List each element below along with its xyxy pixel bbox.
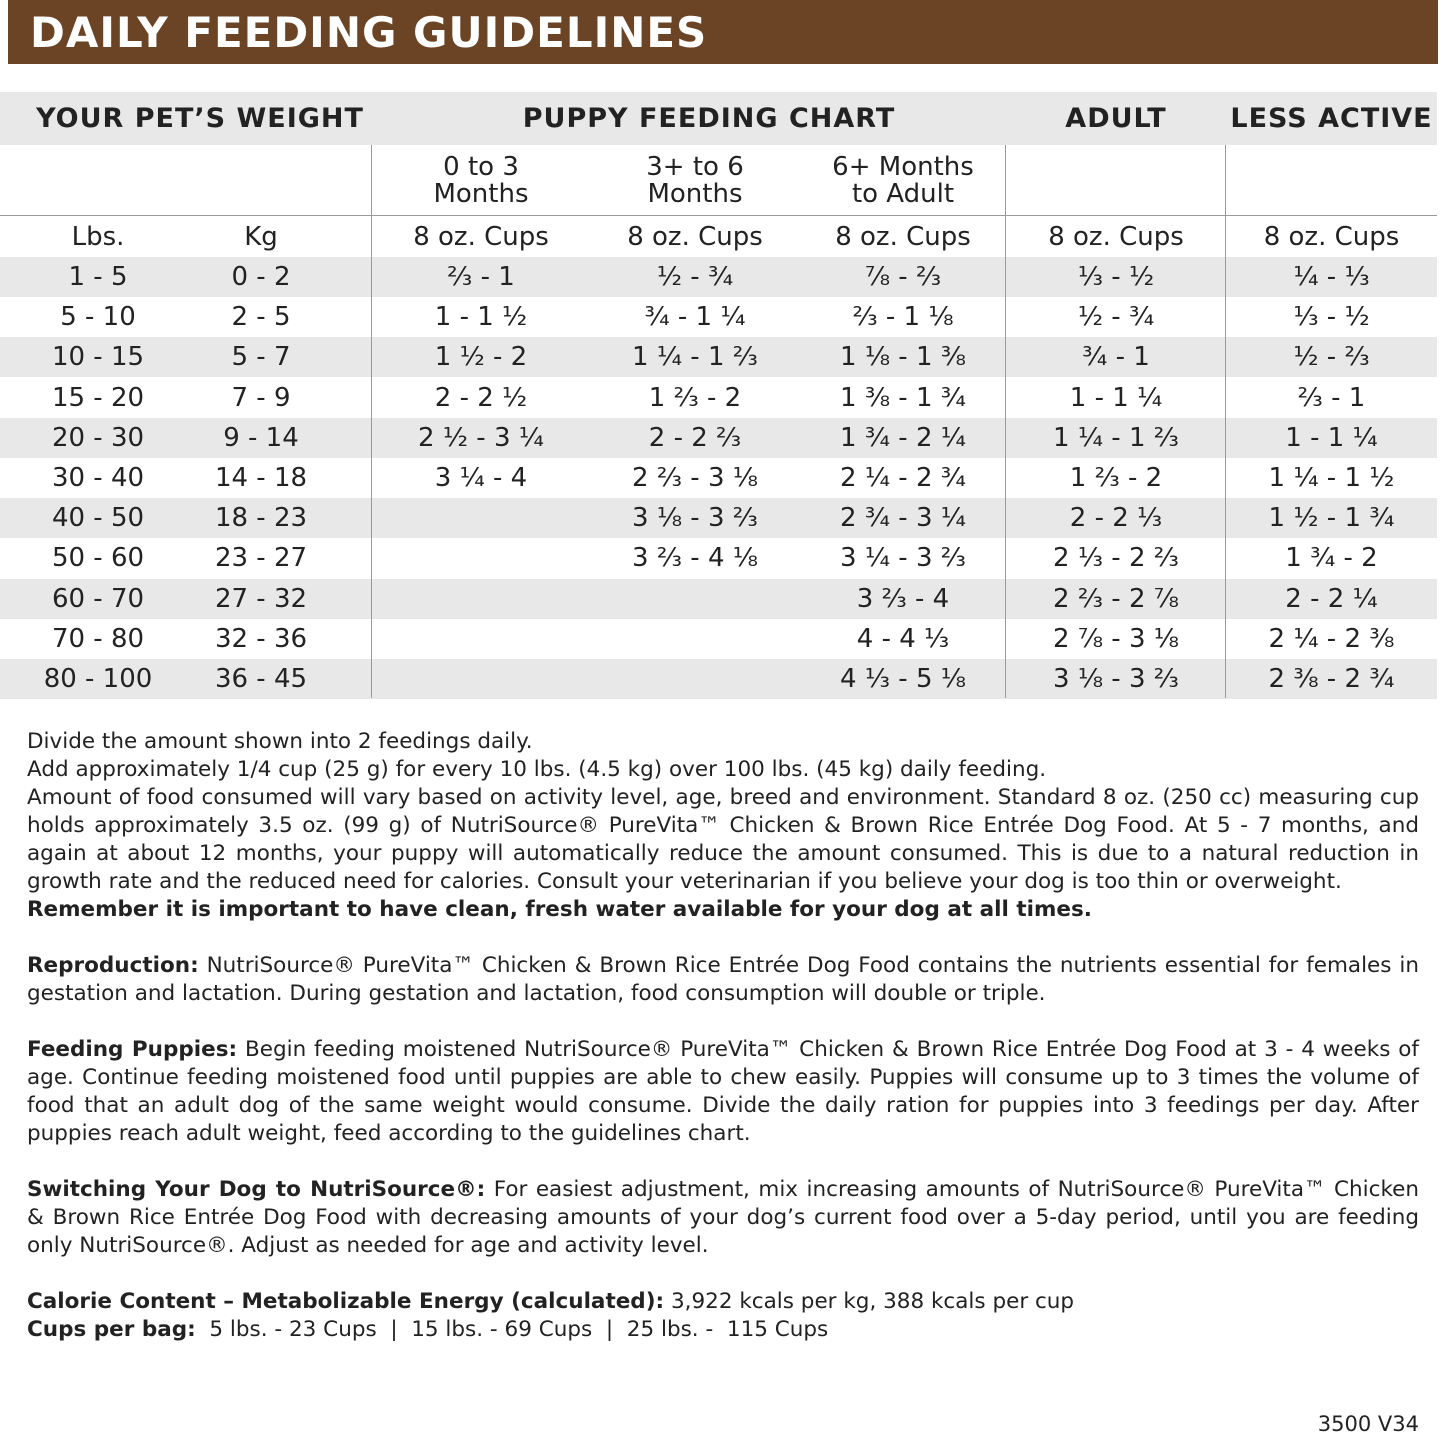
table-cell: 1 ³⁄₈ - 1 ³⁄₄: [840, 382, 966, 413]
table-cell: 1 ¹⁄₄ - 1 ²⁄₃: [632, 342, 758, 373]
column-divider: [371, 145, 372, 698]
table-cell: 2 - 2 ²⁄₃: [648, 422, 742, 453]
header-puppy: PUPPY FEEDING CHART: [522, 103, 896, 134]
table-cell: [372, 538, 590, 578]
page-title: DAILY FEEDING GUIDELINES: [30, 8, 708, 57]
table-cell: 2 ³⁄₄ - 3 ¹⁄₄: [840, 503, 966, 534]
switching-label: Switching Your Dog to NutriSource®:: [27, 1177, 486, 1202]
table-cell: 1 ³⁄₄ - 2 ¹⁄₄: [840, 422, 966, 453]
table-cell: 9 - 14: [223, 422, 299, 453]
column-divider: [1005, 145, 1006, 698]
table-cell: 3 ¹⁄₈ - 3 ²⁄₃: [1053, 664, 1179, 694]
table-cell: 10 - 15: [51, 342, 145, 373]
column-divider: [1225, 145, 1226, 698]
table-cell: 2 ²⁄₃ - 2 ⁷⁄₈: [1053, 583, 1179, 614]
table-cell: [590, 619, 800, 659]
table-cell: 1 - 5: [68, 262, 128, 292]
table-cell: 70 - 80: [51, 623, 145, 654]
unit-cell: 8 oz. Cups: [835, 222, 971, 252]
table-cell: ³⁄₄ - 1: [1082, 342, 1150, 373]
table-cell: 2 - 2 ¹⁄₂: [434, 382, 528, 413]
table-cell: ²⁄₃ - 1 ¹⁄₈: [852, 302, 954, 333]
unit-cell: 8 oz. Cups: [627, 222, 763, 252]
table-cell: [372, 659, 590, 699]
note-divide: Divide the amount shown into 2 feedings daily.: [27, 729, 533, 754]
cups-text: 5 lbs. - 23 Cups | 15 lbs. - 69 Cups | 25 lbs. - 115 Cups: [195, 1317, 829, 1342]
table-cell: 1 - 1 ¹⁄₄: [1069, 382, 1163, 413]
table-cell: 14 - 18: [214, 463, 308, 493]
table-cell: 5 - 10: [60, 302, 136, 333]
table-cell: [590, 579, 800, 619]
table-cell: ¹⁄₄ - ¹⁄₃: [1293, 262, 1370, 292]
table-cell: 5 - 7: [231, 342, 291, 373]
table-cell: 32 - 36: [214, 623, 308, 654]
table-cell: [590, 659, 800, 699]
table-cell: 2 ¹⁄₄ - 2 ³⁄₄: [840, 463, 966, 493]
switching-paragraph: [27, 1176, 1419, 1260]
table-cell: 1 - 1 ¹⁄₂: [434, 302, 528, 333]
table-row: [0, 659, 1437, 699]
title-banner: [8, 0, 1438, 64]
units-row: [0, 217, 1437, 257]
table-cell: 20 - 30: [51, 422, 145, 453]
puppy-age-subheader: 0 to 3 Months: [433, 152, 529, 209]
note-add: Add approximately 1/4 cup (25 g) for every 10 lbs. (4.5 kg) over 100 lbs. (45 kg) daily feeding.: [27, 757, 1047, 782]
table-row: [0, 297, 1437, 337]
table-cell: 2 - 5: [231, 302, 291, 333]
table-cell: 3 ¹⁄₄ - 4: [434, 463, 528, 493]
table-cell: 4 - 4 ¹⁄₃: [856, 623, 950, 654]
puppies-label: Feeding Puppies:: [27, 1037, 238, 1062]
table-row: [0, 498, 1437, 538]
table-cell: 40 - 50: [51, 503, 145, 534]
table-cell: 23 - 27: [214, 543, 308, 574]
table-row: [0, 257, 1437, 297]
switching-text: For easiest adjustment, mix increasing amounts of NutriSource® PureVita™ Chicken & Brown Rice Entrée Dog Food with decreasing amounts of your dog’s current food over a 5-day period, until you are feeding only NutriSource®. Adjust as needed for age and activity level.: [27, 1177, 1419, 1258]
note-water-text: Remember it is important to have clean, fresh water available for your dog at all times.: [27, 897, 1092, 922]
table-cell: 3 ²⁄₃ - 4 ¹⁄₈: [632, 543, 758, 574]
unit-cell: Kg: [244, 222, 278, 252]
header-adult: ADULT: [1065, 103, 1167, 134]
table-cell: ²⁄₃ - 1: [447, 262, 515, 292]
table-cell: 30 - 40: [51, 463, 145, 493]
table-row: [0, 337, 1437, 377]
table-cell: ¹⁄₃ - ¹⁄₂: [1293, 302, 1370, 333]
table-cell: 2 ¹⁄₂ - 3 ¹⁄₄: [418, 422, 544, 453]
notes-section: [27, 728, 1419, 1344]
table-row: [0, 458, 1437, 498]
header-divider: [0, 215, 1437, 216]
table-cell: ¹⁄₂ - ³⁄₄: [656, 262, 734, 292]
reproduction-paragraph: [27, 952, 1419, 1008]
table-cell: 80 - 100: [43, 664, 153, 694]
table-row: [0, 579, 1437, 619]
table-cell: ¹⁄₂ - ²⁄₃: [1293, 342, 1370, 373]
table-cell: ¹⁄₃ - ¹⁄₂: [1077, 262, 1155, 292]
unit-cell: Lbs.: [71, 222, 125, 252]
table-cell: 36 - 45: [214, 664, 308, 694]
table-cell: 2 ¹⁄₄ - 2 ³⁄₈: [1268, 623, 1395, 654]
puppy-age-subheader: 6+ Months to Adult: [832, 152, 974, 209]
table-row: [0, 378, 1437, 418]
cups-label: Cups per bag:: [27, 1317, 196, 1342]
header-less-active: LESS ACTIVE: [1230, 103, 1433, 134]
table-row: [0, 418, 1437, 458]
table-cell: [372, 619, 590, 659]
unit-cell: 8 oz. Cups: [1263, 222, 1400, 252]
table-cell: 4 ¹⁄₃ - 5 ¹⁄₈: [840, 664, 966, 694]
table-cell: 2 ³⁄₈ - 2 ³⁄₄: [1268, 664, 1395, 694]
note-amount: Amount of food consumed will vary based on activity level, age, breed and environment. Standard 8 oz. (250 cc) measuring cup holds approximately 3.5 oz. (99 g) of NutriSource® PureVita™ Chicken & Brown Rice Entrée Dog Food. At 5 - 7 months, and again at about 12 months, your puppy will automatically reduce the amount consumed. This is due to a natural reduction in growth rate and the reduced need for calories. Consult your veterinarian if you believe your dog is too thin or overweight.: [27, 785, 1419, 894]
table-cell: 18 - 23: [214, 503, 308, 534]
table-cell: 1 ¹⁄₈ - 1 ³⁄₈: [840, 342, 966, 373]
table-cell: 2 - 2 ¹⁄₃: [1069, 503, 1163, 534]
table-cell: ⁷⁄₈ - ²⁄₃: [864, 262, 942, 292]
table-cell: 2 ²⁄₃ - 3 ¹⁄₈: [632, 463, 758, 493]
table-cell: 60 - 70: [51, 583, 145, 614]
table-cell: 2 ⁷⁄₈ - 3 ¹⁄₈: [1053, 623, 1179, 654]
table-cell: 1 ²⁄₃ - 2: [1069, 463, 1163, 493]
puppies-paragraph: [27, 1036, 1419, 1148]
note-water: [27, 896, 1419, 924]
puppies-text: Begin feeding moistened NutriSource® PureVita™ Chicken & Brown Rice Entrée Dog Food at 3 - 4 weeks of age. Continue feeding moistened food until puppies are able to chew easily. Puppies will consume up to 3 times the volume of food that an adult dog of the same weight would consume. Divide the daily ration for puppies into 3 feedings per day. After puppies reach adult weight, feed according to the guidelines chart.: [27, 1037, 1419, 1146]
table-cell: 1 ¹⁄₂ - 2: [434, 342, 528, 373]
table-cell: 1 ¹⁄₄ - 1 ¹⁄₂: [1268, 463, 1395, 493]
reproduction-label: Reproduction:: [27, 953, 199, 978]
table-cell: 50 - 60: [51, 543, 145, 574]
table-cell: 1 ¹⁄₄ - 1 ²⁄₃: [1053, 422, 1179, 453]
table-cell: 1 ¹⁄₂ - 1 ³⁄₄: [1268, 503, 1395, 534]
table-cell: 3 ¹⁄₈ - 3 ²⁄₃: [632, 503, 758, 534]
calorie-label: Calorie Content – Metabolizable Energy (calculated):: [27, 1289, 665, 1314]
calorie-paragraph: [27, 1288, 1419, 1316]
table-cell: 1 ³⁄₄ - 2: [1285, 543, 1378, 574]
table-cell: 7 - 9: [231, 382, 291, 413]
puppy-age-subheader: 3+ to 6 Months: [646, 152, 744, 209]
table-cell: ¹⁄₂ - ³⁄₄: [1077, 302, 1155, 333]
table-cell: 27 - 32: [214, 583, 308, 614]
cups-paragraph: [27, 1316, 1419, 1344]
calorie-text: 3,922 kcals per kg, 388 kcals per cup: [664, 1289, 1075, 1314]
header-weight: YOUR PET’S WEIGHT: [36, 103, 364, 134]
unit-cell: 8 oz. Cups: [1048, 222, 1184, 252]
table-cell: 3 ²⁄₃ - 4: [856, 583, 950, 614]
table-cell: 2 ¹⁄₃ - 2 ²⁄₃: [1053, 543, 1179, 574]
table-cell: 2 - 2 ¹⁄₄: [1285, 583, 1378, 614]
version-code: 3500 V34: [1317, 1412, 1419, 1436]
table-cell: ³⁄₄ - 1 ¹⁄₄: [644, 302, 746, 333]
reproduction-text: NutriSource® PureVita™ Chicken & Brown Rice Entrée Dog Food contains the nutrients essential for females in gestation and lactation. During gestation and lactation, food consumption will double or triple.: [27, 953, 1419, 1006]
table-row: [0, 538, 1437, 578]
table-cell: 1 - 1 ¹⁄₄: [1285, 422, 1378, 453]
table-cell: [372, 498, 590, 538]
table-cell: 1 ²⁄₃ - 2: [648, 382, 742, 413]
table-row: [0, 619, 1437, 659]
table-cell: ²⁄₃ - 1: [1297, 382, 1366, 413]
unit-cell: 8 oz. Cups: [413, 222, 549, 252]
table-cell: 15 - 20: [51, 382, 145, 413]
table-cell: 0 - 2: [231, 262, 291, 292]
table-cell: [372, 579, 590, 619]
table-cell: 3 ¹⁄₄ - 3 ²⁄₃: [840, 543, 966, 574]
